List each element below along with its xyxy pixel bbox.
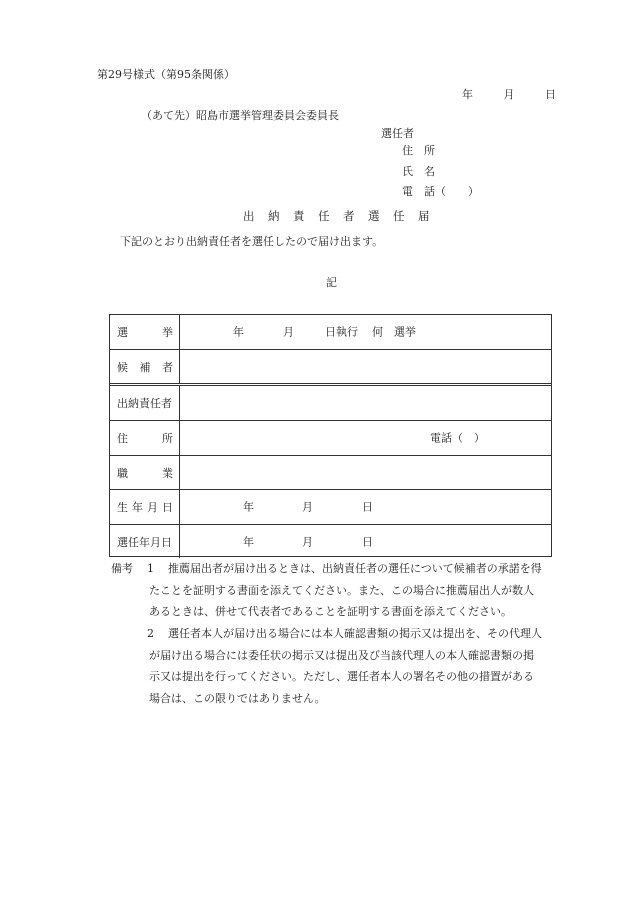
note-1-line: あるときは、併せて代表者であることを証明する書面を添えてください。 [149, 605, 512, 618]
address-label: 住 所 [110, 421, 180, 455]
date-day-label: 日 [545, 88, 556, 101]
form-table [109, 314, 552, 557]
election-year: 年 [233, 325, 244, 339]
row-address [110, 421, 551, 456]
ki-heading: 記 [326, 276, 337, 289]
appointer-phone-label: 電 話（ ） [402, 185, 479, 198]
birth-day: 日 [362, 500, 373, 514]
appointer-name-label: 氏 名 [402, 165, 435, 178]
note-1-line: たことを証明する書面を添えてください。また、この場合に推薦届出人が数人 [149, 584, 534, 597]
note-1-number: 1 [147, 562, 154, 575]
submission-date [462, 89, 556, 100]
appointed-date-label: 選任年月日 [110, 525, 180, 558]
candidate-value[interactable] [180, 350, 551, 383]
address-phone: 電話（ ） [430, 431, 485, 445]
row-candidate [110, 350, 551, 386]
occupation-label: 職 業 [110, 456, 180, 489]
birth-year: 年 [243, 500, 254, 514]
row-appointed-date [110, 525, 551, 558]
birth-date-label: 生年月日 [110, 490, 180, 524]
appointer-address-label: 住 所 [402, 144, 435, 157]
row-treasurer [110, 386, 551, 421]
date-month-label: 月 [503, 88, 515, 101]
election-what: 何 選挙 [372, 325, 416, 339]
candidate-label: 候補者 [110, 350, 180, 383]
occupation-value[interactable] [180, 456, 551, 489]
election-label: 選 挙 [110, 315, 180, 349]
date-year-label: 年 [462, 88, 473, 101]
appointed-year: 年 [243, 535, 254, 548]
row-election [110, 315, 551, 350]
note-2-line: 示又は提出を行ってください。ただし、選任者本人の署名その他の措置がある [149, 670, 534, 683]
row-birth-date [110, 490, 551, 525]
birth-month: 月 [302, 500, 313, 514]
election-month: 月 [283, 325, 294, 339]
note-2-line: が届け出る場合には委任状の掲示又は提出及び当該代理人の本人確認書類の掲 [149, 649, 534, 662]
note-2-line: 場合は、この限りではありません。 [149, 692, 326, 705]
treasurer-label: 出納責任者 [110, 386, 180, 420]
intro-text: 下記のとおり出納責任者を選任したので届け出ます。 [120, 235, 384, 248]
addressee: （あて先）昭島市選挙管理委員会委員長 [141, 109, 339, 122]
notes-heading: 備考 [111, 562, 133, 575]
note-2-line: 選任者本人が届け出る場合には本人確認書類の掲示又は提出を、その代理人 [168, 627, 542, 640]
note-2-number: 2 [147, 627, 154, 640]
treasurer-value[interactable] [180, 386, 551, 420]
election-exec-day: 日執行 [325, 325, 358, 339]
note-1-line: 推薦届出者が届け出るときは、出納責任者の選任について候補者の承諾を得 [168, 562, 542, 575]
row-occupation [110, 456, 551, 490]
appointed-day: 日 [362, 535, 373, 548]
form-number: 第29号様式（第95条関係） [97, 68, 235, 81]
document-title: 出納責任者選任届 [243, 209, 443, 223]
appointed-month: 月 [302, 535, 313, 548]
appointer-label: 選任者 [381, 127, 414, 140]
